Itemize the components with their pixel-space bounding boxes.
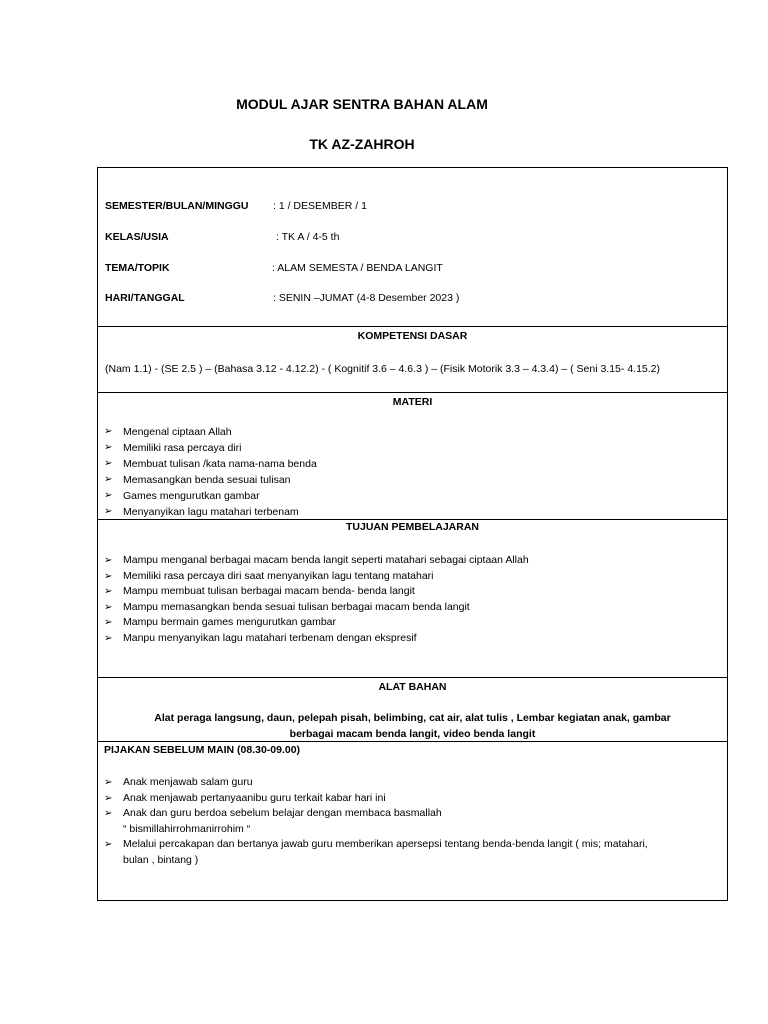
materi-section: [98, 392, 727, 519]
materi-list: [104, 424, 317, 520]
list-item: ➢ Membuat tulisan /kata nama-nama benda: [104, 458, 317, 470]
list-item: ➢ Anak menjawab salam guru: [104, 775, 648, 791]
alat-line: berbagai macam benda langit, video benda langit: [289, 728, 536, 740]
info-section: [98, 168, 727, 326]
kompetensi-section: [98, 326, 727, 392]
school-name: TK AZ-ZAHROH: [309, 136, 415, 152]
list-item: ➢ Games mengurutkan gambar: [104, 490, 260, 502]
alat-text: [118, 710, 707, 742]
list-item: ➢ Mampu menganal berbagai macam benda langit seperti matahari sebagai ciptaan Allah: [104, 553, 529, 569]
alat-line: Alat peraga langsung, daun, pelepah pisah, belimbing, cat air, alat tulis , Lembar kegiatan anak, gambar: [154, 712, 671, 724]
section-heading: PIJAKAN SEBELUM MAIN (08.30-09.00): [104, 744, 301, 756]
arrow-bullet-icon: ➢: [104, 458, 113, 469]
section-heading: TUJUAN PEMBELAJARAN: [345, 521, 479, 533]
arrow-bullet-icon: ➢: [104, 442, 113, 453]
list-item: ➢ Memasangkan benda sesuai tulisan: [104, 474, 291, 486]
arrow-bullet-icon: ➢: [104, 777, 113, 788]
info-value: : 1 / DESEMBER / 1: [273, 200, 367, 212]
list-item: ➢ Manpu menyanyikan lagu matahari terbenam dengan ekspresif: [104, 631, 529, 647]
tujuan-list: [104, 553, 529, 647]
section-heading: MATERI: [392, 396, 433, 408]
section-heading: KOMPETENSI DASAR: [357, 330, 468, 342]
pijakan-list: [104, 775, 648, 869]
arrow-bullet-icon: ➢: [104, 506, 113, 517]
arrow-bullet-icon: ➢: [104, 555, 113, 566]
list-item-continuation: bulan , bintang ): [123, 853, 199, 866]
alat-section: [98, 677, 727, 741]
list-item: ➢ Mampu bermain games mengurutkan gambar: [104, 615, 529, 631]
arrow-bullet-icon: ➢: [104, 617, 113, 629]
pijakan-section: [98, 741, 727, 900]
section-heading: ALAT BAHAN: [378, 681, 447, 693]
list-item: ➢ Memiliki rasa percaya diri saat menyanyikan lagu tentang matahari: [104, 569, 529, 585]
document-title: MODUL AJAR SENTRA BAHAN ALAM: [236, 96, 488, 112]
arrow-bullet-icon: ➢: [104, 570, 113, 582]
kompetensi-text: (Nam 1.1) - (SE 2.5 ) – (Bahasa 3.12 - 4.12.2) - ( Kognitif 3.6 – 4.6.3 ) – (Fisik Motorik 3.3 – 4.3.4) – ( Seni 3.15- 4.15.2): [105, 363, 661, 375]
info-value: : SENIN –JUMAT (4-8 Desember 2023 ): [273, 292, 460, 304]
tujuan-section: [98, 519, 727, 677]
info-value: : ALAM SEMESTA / BENDA LANGIT: [272, 262, 443, 274]
list-item: ➢ Anak menjawab pertanyaanibu guru terkait kabar hari ini: [104, 791, 648, 807]
list-item-continuation: “ bismillahirrohmanirrohim “: [123, 822, 251, 835]
list-item: ➢ Menyanyikan lagu matahari terbenam: [104, 506, 299, 518]
arrow-bullet-icon: ➢: [104, 632, 113, 644]
list-item: ➢ Mengenal ciptaan Allah: [104, 426, 232, 438]
info-label: KELAS/USIA: [105, 231, 169, 243]
info-label: HARI/TANGGAL: [105, 292, 185, 304]
arrow-bullet-icon: ➢: [104, 601, 113, 613]
info-label: SEMESTER/BULAN/MINGGU: [105, 200, 249, 212]
info-value: : TK A / 4-5 th: [276, 231, 340, 243]
list-item: ➢ Anak dan guru berdoa sebelum belajar dengan membaca basmallah “ bismillahirrohmanirrohim “: [104, 806, 648, 837]
arrow-bullet-icon: ➢: [104, 586, 113, 598]
info-label: TEMA/TOPIK: [105, 262, 170, 274]
arrow-bullet-icon: ➢: [104, 426, 113, 437]
arrow-bullet-icon: ➢: [104, 490, 113, 501]
arrow-bullet-icon: ➢: [104, 839, 113, 851]
arrow-bullet-icon: ➢: [104, 808, 113, 820]
list-item: ➢ Mampu memasangkan benda sesuai tulisan berbagai macam benda langit: [104, 600, 529, 616]
arrow-bullet-icon: ➢: [104, 474, 113, 485]
list-item: ➢ Mampu membuat tulisan berbagai macam benda- benda langit: [104, 584, 529, 600]
module-table: [97, 167, 728, 901]
arrow-bullet-icon: ➢: [104, 792, 113, 804]
list-item: ➢ Melalui percakapan dan bertanya jawab guru memberikan apersepsi tentang benda-benda langit ( mis; matahari, bulan , bintang ): [104, 837, 648, 868]
list-item: ➢ Memiliki rasa percaya diri: [104, 442, 242, 454]
